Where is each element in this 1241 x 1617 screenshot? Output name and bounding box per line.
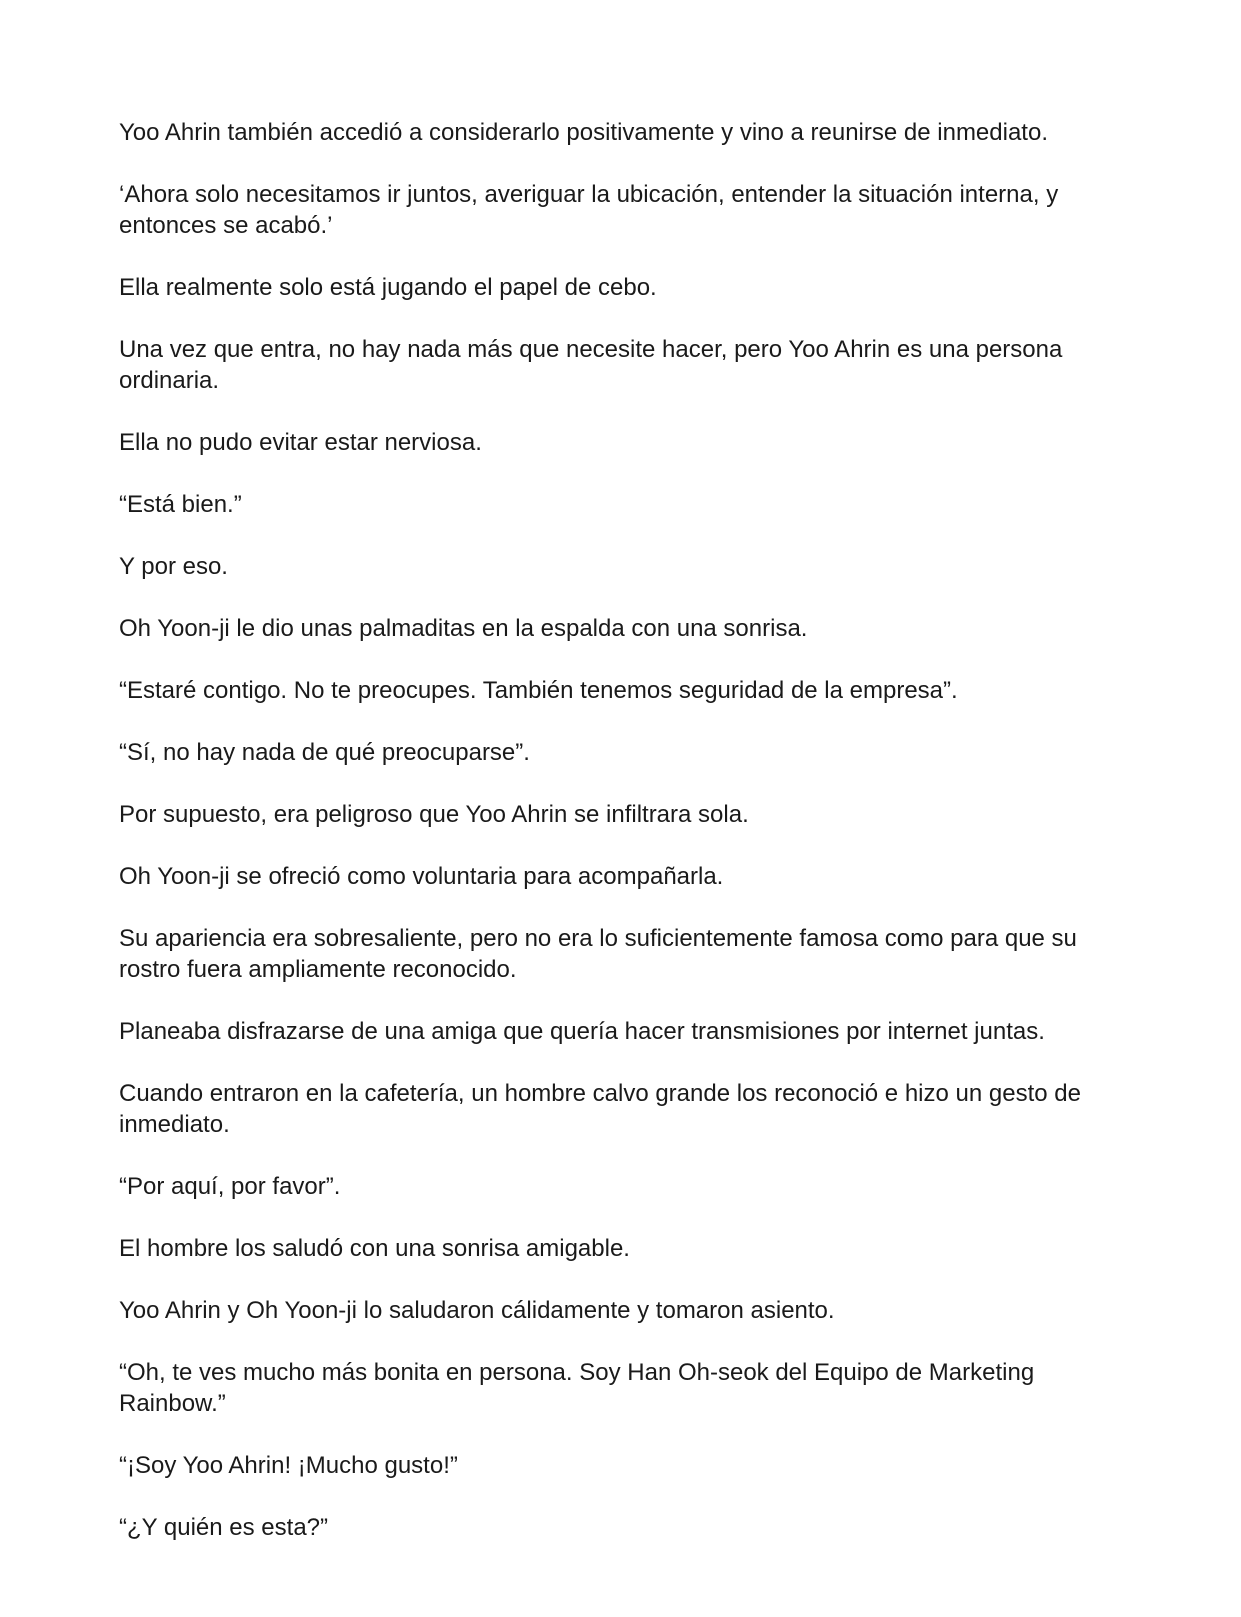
paragraph: Yoo Ahrin y Oh Yoon-ji lo saludaron cálidamente y tomaron asiento. bbox=[119, 1297, 835, 1324]
paragraph: Ella no pudo evitar estar nerviosa. bbox=[119, 429, 482, 456]
paragraph: “¿Y quién es esta?” bbox=[119, 1514, 329, 1541]
paragraph: “¡Soy Yoo Ahrin! ¡Mucho gusto!” bbox=[119, 1452, 458, 1479]
document-body bbox=[119, 117, 1119, 1574]
paragraph: Oh Yoon-ji le dio unas palmaditas en la espalda con una sonrisa. bbox=[119, 615, 808, 642]
paragraph: Yoo Ahrin también accedió a considerarlo positivamente y vino a reunirse de inmediato. bbox=[119, 119, 1048, 146]
paragraph: Cuando entraron en la cafetería, un hombre calvo grande los reconoció e hizo un gesto de inmediato. bbox=[119, 1080, 1081, 1138]
paragraph: Ella realmente solo está jugando el papel de cebo. bbox=[119, 274, 657, 301]
paragraph: Su apariencia era sobresaliente, pero no era lo suficientemente famosa como para que su rostro fuera ampliamente reconocido. bbox=[119, 925, 1077, 983]
paragraph: “Por aquí, por favor”. bbox=[119, 1173, 341, 1200]
paragraph: ‘Ahora solo necesitamos ir juntos, averiguar la ubicación, entender la situación interna, y entonces se acabó.’ bbox=[119, 181, 1059, 239]
paragraph: El hombre los saludó con una sonrisa amigable. bbox=[119, 1235, 630, 1262]
paragraph: Una vez que entra, no hay nada más que necesite hacer, pero Yoo Ahrin es una persona ordinaria. bbox=[119, 336, 1063, 394]
paragraph: “Oh, te ves mucho más bonita en persona. Soy Han Oh-seok del Equipo de Marketing Rainbow.” bbox=[119, 1359, 1035, 1417]
paragraph: “Sí, no hay nada de qué preocuparse”. bbox=[119, 739, 530, 766]
paragraph: Oh Yoon-ji se ofreció como voluntaria para acompañarla. bbox=[119, 863, 724, 890]
paragraph: Planeaba disfrazarse de una amiga que quería hacer transmisiones por internet juntas. bbox=[119, 1018, 1045, 1045]
paragraph: “Está bien.” bbox=[119, 491, 242, 518]
paragraph: “Estaré contigo. No te preocupes. También tenemos seguridad de la empresa”. bbox=[119, 677, 958, 704]
paragraph: Y por eso. bbox=[119, 553, 228, 580]
paragraph: Por supuesto, era peligroso que Yoo Ahrin se infiltrara sola. bbox=[119, 801, 749, 828]
